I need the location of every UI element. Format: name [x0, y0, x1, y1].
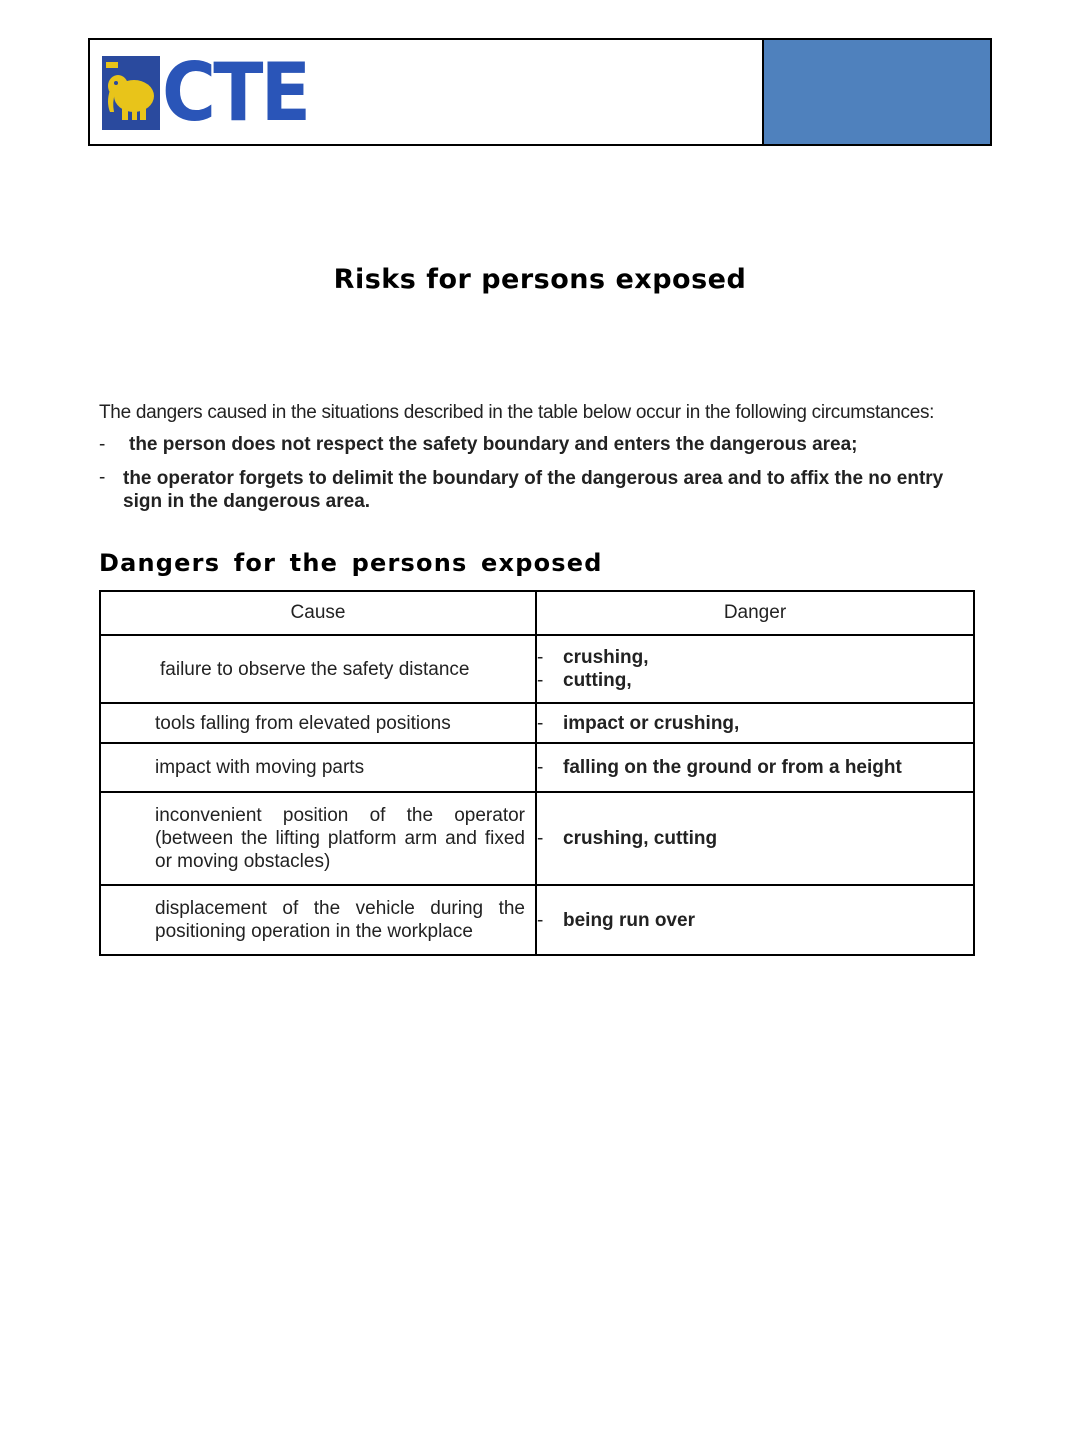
table-row — [100, 635, 974, 703]
danger-cell — [536, 703, 974, 743]
column-header-danger: Danger — [536, 591, 974, 635]
danger-text: - cutting, — [537, 669, 973, 692]
cause-text: failure to observe the safety distance — [160, 658, 470, 680]
danger-cell — [536, 743, 974, 792]
danger-text: - crushing, cutting — [537, 827, 973, 850]
cause-cell — [100, 743, 536, 792]
table-title: Dangers for the persons exposed — [99, 549, 603, 577]
table-row — [100, 792, 974, 885]
danger-text: - being run over — [537, 909, 973, 932]
cause-text: impact with moving parts — [155, 757, 365, 778]
cause-cell — [100, 885, 536, 955]
danger-cell — [536, 635, 974, 703]
list-dash: - — [99, 434, 106, 455]
cause-text: tools falling from elevated positions — [155, 712, 451, 734]
table-row — [100, 885, 974, 955]
danger-cell — [536, 792, 974, 885]
list-dash: - — [99, 467, 106, 488]
document-header — [88, 38, 992, 146]
elephant-logo-icon — [102, 56, 160, 130]
list-item-text: the person does not respect the safety boundary and enters the dangerous area; — [129, 434, 858, 455]
danger-text: - impact or crushing, — [537, 712, 973, 735]
cause-cell — [100, 792, 536, 885]
danger-text: - crushing, — [537, 646, 973, 669]
danger-cell — [536, 885, 974, 955]
cause-cell — [100, 635, 536, 703]
danger-text: - falling on the ground or from a height — [537, 756, 973, 779]
cause-cell — [100, 703, 536, 743]
table-row — [100, 743, 974, 792]
cte-logo — [102, 46, 321, 139]
cause-text: inconvenient position of the operator (between the lifting platform arm and fixed or moving obstacles) — [155, 805, 525, 872]
page-title: Risks for persons exposed — [333, 264, 747, 295]
list-item-text: the operator forgets to delimit the boundary of the dangerous area and to affix the no entry sign in the dangerous area. — [123, 468, 944, 512]
header-accent-block — [762, 40, 990, 144]
dangers-table — [99, 590, 975, 956]
column-header-cause: Cause — [100, 591, 536, 635]
table-header-row — [100, 591, 974, 635]
logo-wordmark: CTE — [162, 46, 309, 139]
table-row — [100, 703, 974, 743]
intro-paragraph: The dangers caused in the situations described in the table below occur in the following circumstances: — [99, 402, 935, 423]
cause-text: displacement of the vehicle during the positioning operation in the workplace — [155, 898, 525, 942]
